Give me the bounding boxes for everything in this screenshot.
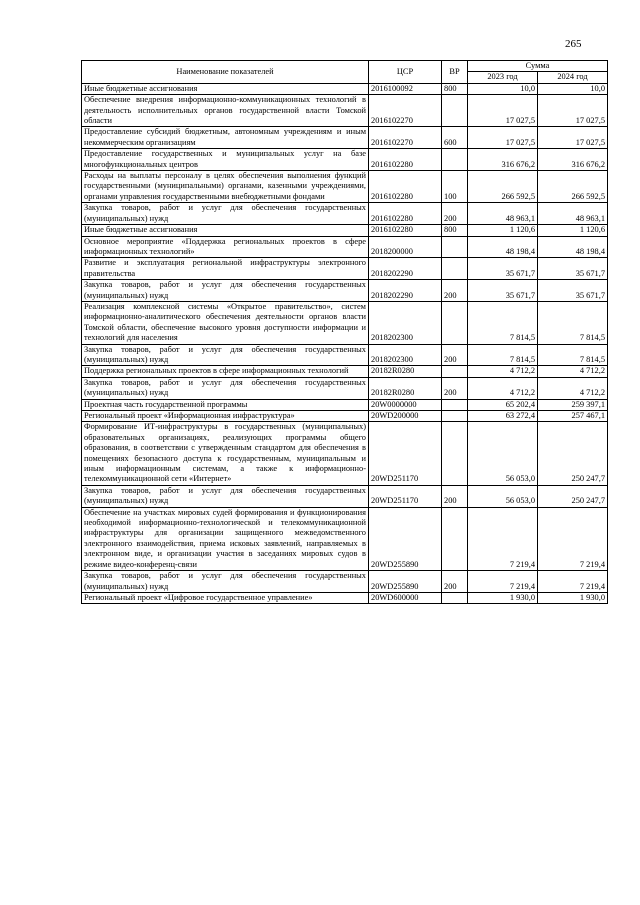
row-sum-2024: 7 219,4 <box>538 507 608 570</box>
row-name: Закупка товаров, работ и услуг для обеспечения государственных (муниципальных) нужд <box>82 571 369 593</box>
row-sum-2024: 257 467,1 <box>538 411 608 422</box>
row-csr: 2016102280 <box>369 225 442 236</box>
row-csr: 20WD600000 <box>369 592 442 603</box>
row-vr <box>442 399 468 410</box>
table-body <box>82 83 608 604</box>
row-sum-2024: 316 676,2 <box>538 149 608 171</box>
row-name: Обеспечение на участках мировых судей формирования и функционирования необходимой информационно-технологической и телекоммуникационной инфраструктуры для организации защищенного межведомственного электронного взаимодействия, приема исковых заявлений, направляемых в электронном виде, и организации участия в заседаниях мировых судов в режиме видео-конференц-связи <box>82 507 369 570</box>
row-sum-2024: 1 120,6 <box>538 225 608 236</box>
header-sum: Сумма <box>468 61 608 72</box>
row-name: Развитие и эксплуатация региональной инфраструктуры электронного правительства <box>82 258 369 280</box>
header-year-2024: 2024 год <box>538 72 608 83</box>
table-row <box>82 236 608 258</box>
row-vr <box>442 95 468 127</box>
header-csr: ЦСР <box>369 61 442 84</box>
table-row <box>82 258 608 280</box>
row-sum-2024: 250 247,7 <box>538 485 608 507</box>
row-name: Поддержка региональных проектов в сфере информационных технологий <box>82 366 369 377</box>
row-sum-2023: 7 219,4 <box>468 507 538 570</box>
row-name: Региональный проект «Цифровое государственное управление» <box>82 592 369 603</box>
row-sum-2023: 1 120,6 <box>468 225 538 236</box>
row-sum-2023: 1 930,0 <box>468 592 538 603</box>
row-vr: 200 <box>442 571 468 593</box>
row-csr: 2016102280 <box>369 149 442 171</box>
row-csr: 2018202300 <box>369 301 442 344</box>
row-csr: 20WD251170 <box>369 485 442 507</box>
row-csr: 2016102280 <box>369 171 442 203</box>
row-sum-2023: 4 712,2 <box>468 377 538 399</box>
table-row <box>82 411 608 422</box>
row-vr: 800 <box>442 83 468 94</box>
table-row <box>82 422 608 485</box>
row-sum-2023: 17 027,5 <box>468 95 538 127</box>
row-sum-2023: 63 272,4 <box>468 411 538 422</box>
row-vr <box>442 236 468 258</box>
row-sum-2023: 56 053,0 <box>468 485 538 507</box>
row-vr <box>442 411 468 422</box>
table-row <box>82 203 608 225</box>
row-csr: 2018202290 <box>369 280 442 302</box>
row-vr <box>442 301 468 344</box>
table-row <box>82 95 608 127</box>
row-name: Региональный проект «Информационная инфраструктура» <box>82 411 369 422</box>
row-sum-2024: 4 712,2 <box>538 377 608 399</box>
row-name: Закупка товаров, работ и услуг для обеспечения государственных (муниципальных) нужд <box>82 485 369 507</box>
budget-table <box>81 60 608 604</box>
row-vr: 200 <box>442 485 468 507</box>
row-sum-2024: 48 198,4 <box>538 236 608 258</box>
row-sum-2023: 35 671,7 <box>468 280 538 302</box>
page-number: 265 <box>565 38 582 50</box>
row-csr: 2018202300 <box>369 344 442 366</box>
table-row <box>82 366 608 377</box>
row-sum-2024: 4 712,2 <box>538 366 608 377</box>
row-sum-2024: 35 671,7 <box>538 258 608 280</box>
row-csr: 2016100092 <box>369 83 442 94</box>
row-vr: 200 <box>442 377 468 399</box>
row-csr: 2016102270 <box>369 95 442 127</box>
row-sum-2023: 7 814,5 <box>468 301 538 344</box>
row-csr: 20182R0280 <box>369 366 442 377</box>
row-csr: 20WD251170 <box>369 422 442 485</box>
row-name: Предоставление субсидий бюджетным, автономным учреждениям и иным некоммерческим организациям <box>82 127 369 149</box>
row-name: Закупка товаров, работ и услуг для обеспечения государственных (муниципальных) нужд <box>82 280 369 302</box>
row-sum-2024: 17 027,5 <box>538 95 608 127</box>
row-vr: 200 <box>442 344 468 366</box>
row-sum-2023: 48 198,4 <box>468 236 538 258</box>
row-csr: 20WD255890 <box>369 571 442 593</box>
row-sum-2024: 7 814,5 <box>538 344 608 366</box>
row-sum-2023: 17 027,5 <box>468 127 538 149</box>
row-sum-2023: 10,0 <box>468 83 538 94</box>
row-sum-2024: 259 397,1 <box>538 399 608 410</box>
row-vr: 600 <box>442 127 468 149</box>
row-csr: 20W0000000 <box>369 399 442 410</box>
row-name: Иные бюджетные ассигнования <box>82 225 369 236</box>
table-row <box>82 127 608 149</box>
row-csr: 2016102280 <box>369 203 442 225</box>
row-name: Закупка товаров, работ и услуг для обеспечения государственных (муниципальных) нужд <box>82 203 369 225</box>
row-csr: 2018200000 <box>369 236 442 258</box>
row-sum-2023: 35 671,7 <box>468 258 538 280</box>
row-sum-2023: 48 963,1 <box>468 203 538 225</box>
row-vr <box>442 592 468 603</box>
row-sum-2023: 65 202,4 <box>468 399 538 410</box>
row-sum-2023: 266 592,5 <box>468 171 538 203</box>
row-sum-2023: 56 053,0 <box>468 422 538 485</box>
row-name: Предоставление государственных и муниципальных услуг на базе многофункциональных центров <box>82 149 369 171</box>
table-row <box>82 149 608 171</box>
table-row <box>82 399 608 410</box>
table-row <box>82 571 608 593</box>
row-sum-2024: 48 963,1 <box>538 203 608 225</box>
row-csr: 20WD200000 <box>369 411 442 422</box>
table-row <box>82 344 608 366</box>
row-vr <box>442 507 468 570</box>
row-sum-2024: 17 027,5 <box>538 127 608 149</box>
table-row <box>82 377 608 399</box>
row-vr <box>442 422 468 485</box>
row-sum-2023: 316 676,2 <box>468 149 538 171</box>
row-vr <box>442 366 468 377</box>
row-csr: 2018202290 <box>369 258 442 280</box>
row-name: Иные бюджетные ассигнования <box>82 83 369 94</box>
table-row <box>82 171 608 203</box>
row-vr <box>442 149 468 171</box>
row-sum-2024: 7 814,5 <box>538 301 608 344</box>
header-year-2023: 2023 год <box>468 72 538 83</box>
row-name: Закупка товаров, работ и услуг для обеспечения государственных (муниципальных) нужд <box>82 344 369 366</box>
row-vr: 200 <box>442 280 468 302</box>
row-sum-2023: 4 712,2 <box>468 366 538 377</box>
header-row <box>82 61 608 72</box>
row-name: Реализация комплексной системы «Открытое правительство», систем информационно-аналитического обеспечения деятельности органов власти Томской области, обеспечение высокого уровня доступности информации и технологий для населения <box>82 301 369 344</box>
row-sum-2024: 10,0 <box>538 83 608 94</box>
row-sum-2023: 7 814,5 <box>468 344 538 366</box>
table-row <box>82 485 608 507</box>
table-row <box>82 507 608 570</box>
row-sum-2024: 250 247,7 <box>538 422 608 485</box>
table-row <box>82 301 608 344</box>
row-name: Формирование ИТ-инфраструктуры в государственных (муниципальных) образовательных организациях, реализующих программы общего образования, в соответствии с утвержденным стандартом для обеспечения в помещениях безопасного доступа к государственным, муниципальным и иным информационным системам, а также к информационно-телекоммуникационной сети «Интернет» <box>82 422 369 485</box>
table-row <box>82 280 608 302</box>
row-vr: 100 <box>442 171 468 203</box>
row-vr <box>442 258 468 280</box>
row-sum-2023: 7 219,4 <box>468 571 538 593</box>
row-sum-2024: 1 930,0 <box>538 592 608 603</box>
header-vr: ВР <box>442 61 468 84</box>
row-name: Основное мероприятие «Поддержка региональных проектов в сфере информационных технологий» <box>82 236 369 258</box>
row-sum-2024: 266 592,5 <box>538 171 608 203</box>
row-csr: 20WD255890 <box>369 507 442 570</box>
table-row <box>82 592 608 603</box>
row-sum-2024: 35 671,7 <box>538 280 608 302</box>
row-sum-2024: 7 219,4 <box>538 571 608 593</box>
row-name: Расходы на выплаты персоналу в целях обеспечения выполнения функций государственными (муниципальными) органами, казенными учреждениями, органами управления государственными внебюджетными фондами <box>82 171 369 203</box>
row-csr: 2016102270 <box>369 127 442 149</box>
row-csr: 20182R0280 <box>369 377 442 399</box>
table-row <box>82 83 608 94</box>
row-vr: 200 <box>442 203 468 225</box>
row-name: Обеспечение внедрения информационно-коммуникационных технологий в деятельность исполнительных органов государственной власти Томской области <box>82 95 369 127</box>
row-name: Проектная часть государственной программы <box>82 399 369 410</box>
row-name: Закупка товаров, работ и услуг для обеспечения государственных (муниципальных) нужд <box>82 377 369 399</box>
table-row <box>82 225 608 236</box>
row-vr: 800 <box>442 225 468 236</box>
header-name: Наименование показателей <box>82 61 369 84</box>
